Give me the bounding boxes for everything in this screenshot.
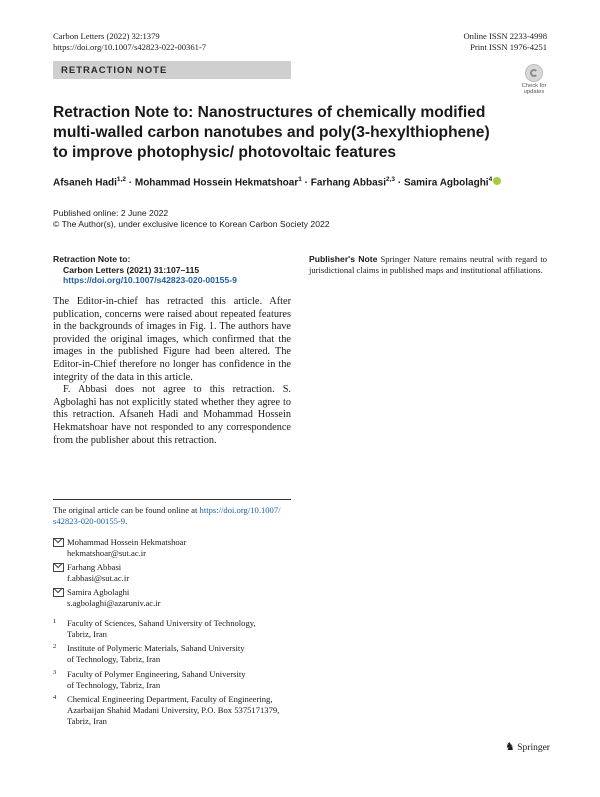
affiliation-number: 1	[53, 618, 57, 625]
springer-horse-icon: ♞	[505, 741, 515, 753]
envelope-icon	[53, 588, 64, 597]
contact-email[interactable]: hekmatshoar@sut.ac.ir	[67, 548, 147, 558]
section-label: RETRACTION NOTE	[61, 65, 168, 76]
print-issn: Print ISSN 1976-4251	[470, 42, 547, 52]
footnote-divider	[53, 499, 291, 500]
check-for-updates-icon	[525, 64, 543, 82]
publisher-name: Springer	[517, 743, 550, 753]
affiliation-line: Chemical Engineering Department, Faculty of Engineering,	[67, 694, 273, 704]
affiliation-number: 4	[53, 694, 57, 701]
affiliation-number: 3	[53, 669, 57, 676]
body-paragraph-1: The Editor-in-chief has retracted this article. After publication, concerns were raised about repeated features in the backgrounds of images in Fig. 1. The authors have provided the original images, which confirmed that the images in the published Figure had been altered. The Editor-in-Chief therefore no longer has confidence in the integrity of the data in this article.	[53, 296, 291, 383]
original-article-suffix: .	[125, 516, 128, 526]
original-article-note	[53, 505, 291, 527]
retraction-reference	[53, 254, 237, 286]
original-article-link[interactable]: https://doi.org/10.1007/	[199, 505, 281, 515]
original-article-link-cont[interactable]: s42823-020-00155-9	[53, 516, 126, 526]
affiliation-line: of Technology, Tabriz, Iran	[67, 680, 161, 690]
author-separator: ·	[304, 177, 308, 189]
affiliation-line: of Technology, Tabriz, Iran	[67, 654, 161, 664]
author-name[interactable]: Samira Agbolaghi	[403, 177, 489, 189]
check-for-updates-badge[interactable]	[517, 64, 551, 96]
author-name[interactable]: Farhang Abbasi	[310, 177, 386, 189]
section-label-band	[53, 61, 291, 79]
copyright-notice: © The Author(s), under exclusive licence to Korean Carbon Society 2022	[53, 219, 330, 229]
author-name[interactable]: Afsaneh Hadi	[53, 177, 117, 189]
orcid-icon[interactable]	[493, 177, 501, 185]
author-separator: ·	[128, 177, 133, 189]
envelope-icon	[53, 538, 64, 547]
badge-line-1: Check for	[521, 83, 547, 89]
author-name[interactable]: Mohammad Hossein Hekmatshoar	[134, 177, 299, 189]
publisher-footer	[505, 740, 550, 753]
running-header-right	[463, 31, 547, 53]
contact-name: Farhang Abbasi	[67, 562, 122, 572]
title-line-2: multi-walled carbon nanotubes and poly(3-hexylthiophene)	[53, 124, 490, 141]
title-line-3: to improve photophysic/ photovoltaic features	[53, 144, 397, 161]
affiliation-line: Institute of Polymeric Materials, Sahand University	[67, 643, 245, 653]
author-separator: ·	[397, 177, 402, 189]
affiliation-line: Tabriz, Iran	[67, 629, 107, 639]
contact-name: Mohammad Hossein Hekmatshoar	[67, 537, 187, 547]
affiliation-line: Faculty of Polymer Engineering, Sahand University	[67, 669, 246, 679]
publisher-note-label: Publisher's Note	[309, 254, 378, 264]
author-affiliation-marker: 4	[488, 176, 493, 183]
author-list	[53, 176, 553, 188]
publisher-note-text: Springer Nature remains neutral with regard to jurisdictional claims in published maps and institutional affiliations.	[309, 254, 548, 275]
body-paragraph-2: F. Abbasi does not agree to this retraction. S. Agbolaghi has not explicitly stated whether they agree to this retraction. Afsaneh Hadi and Mohammad Hossein Hekmatshoar have not responded to any correspondence from the publisher about this retraction.	[53, 384, 291, 446]
journal-citation: Carbon Letters (2022) 32:1379	[53, 31, 160, 41]
affiliation-line: Tabriz, Iran	[67, 716, 107, 726]
badge-line-2: updates	[523, 89, 545, 96]
author-affiliation-marker: 1,2	[116, 176, 126, 183]
published-date: Published online: 2 June 2022	[53, 208, 169, 218]
online-issn: Online ISSN 2233-4998	[463, 31, 547, 41]
publication-info	[53, 208, 330, 230]
affiliation-number: 2	[53, 643, 57, 650]
contact-email[interactable]: s.agbolaghi@azaruniv.ac.ir	[67, 598, 161, 608]
running-header-left	[53, 31, 206, 53]
article-doi[interactable]: https://doi.org/10.1007/s42823-022-00361-7	[53, 42, 207, 52]
affiliation-line: Azarbaijan Shahid Madani University, P.O. Box 5375171379,	[67, 705, 280, 715]
retraction-label: Retraction Note to:	[53, 254, 131, 264]
retracted-article-link[interactable]: https://doi.org/10.1007/s42823-020-00155-9	[63, 275, 237, 285]
article-title	[53, 103, 523, 163]
original-article-prefix: The original article can be found online at	[53, 505, 198, 515]
contact-name: Samira Agbolaghi	[67, 587, 130, 597]
author-affiliation-marker: 2,3	[385, 176, 396, 183]
envelope-icon	[53, 563, 64, 572]
title-line-1: Retraction Note to: Nanostructures of chemically modified	[53, 104, 486, 121]
affiliation-line: Faculty of Sciences, Sahand University of Technology,	[67, 618, 256, 628]
contact-email[interactable]: f.abbasi@sut.ac.ir	[67, 573, 130, 583]
retraction-citation: Carbon Letters (2021) 31:107–115	[63, 264, 200, 275]
publisher-note	[309, 254, 547, 275]
author-affiliation-marker: 1	[298, 176, 302, 183]
body-text	[53, 296, 291, 447]
